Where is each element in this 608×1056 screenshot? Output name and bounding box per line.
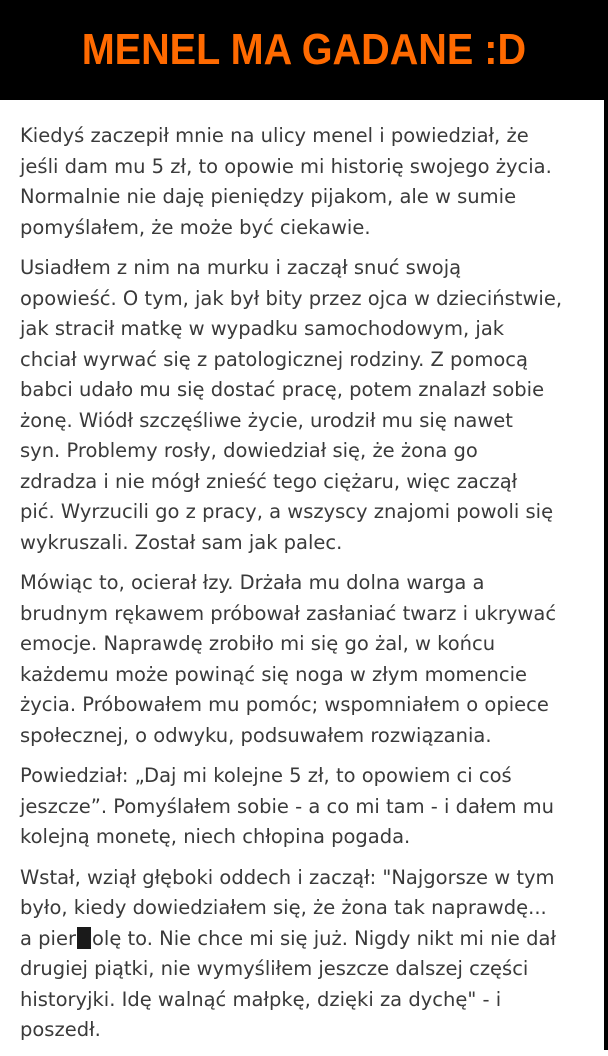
story-text xyxy=(20,121,590,1056)
page-title: MENEL MA GADANE :D xyxy=(81,25,527,74)
right-border xyxy=(604,100,608,1050)
paragraph-4: Powiedział: „Daj mi kolejne 5 zł, to opowiem ci coś jeszcze”. Pomyślałem sobie - a co mi tam - i dałem mu kolejną monetę, niech chłopina pogada. xyxy=(20,764,555,848)
paragraph-2: Usiadłem z nim na murku i zaczął snuć swoją opowieść. O tym, jak był bity przez ojca w dzieciństwie, jak stracił matkę w wypadku samochodowym, jak chciał wyrwać się z patologicznej rodziny. Z pomocą babci udało mu się dostać pracę, potem znalazł sobie żonę. Wiódł szczęśliwe życie, urodził mu się nawet syn. Problemy rosły, dowiedział się, że żona go zdradza i nie mógł znieść tego ciężaru, więc zaczął pić. Wyrzucili go z pracy, a wszyscy znajomi powoli się wykruszali. Został sam jak palec. xyxy=(20,256,563,554)
redaction-block xyxy=(77,927,91,949)
paragraph-5-after-redaction: olę to. Nie chce mi się już. Nigdy nikt mi nie dał drugiej piątki, nie wymyśliłem jeszcze dalszej części historyjki. Idę walnąć małpkę, dzięki za dychę" - i poszedł. xyxy=(20,926,556,1041)
paragraph-5-before-redaction: Wstał, wziął głęboki oddech i zaczął: "Najgorsze w tym było, kiedy dowiedziałem się, że żona tak naprawdę... a pier xyxy=(20,865,555,950)
paragraph-5 xyxy=(20,863,590,1046)
paragraph-3: Mówiąc to, ocierał łzy. Drżała mu dolna warga a brudnym rękawem próbował zasłaniać twarz i ukrywać emocje. Naprawdę zrobiło mi się go żal, w końcu każdemu może powinąć się noga w złym momencie życia. Próbowałem mu pomóc; wspomniałem o opiece społecznej, o odwyku, podsuwałem rozwiązania. xyxy=(20,571,557,747)
paragraph-1: Kiedyś zaczepił mnie na ulicy menel i powiedział, że jeśli dam mu 5 zł, to opowie mi historię swojego życia. Normalnie nie daję pieniędzy pijakom, ale w sumie pomyślałem, że może być ciekawie. xyxy=(20,124,552,239)
header-banner xyxy=(0,0,608,100)
